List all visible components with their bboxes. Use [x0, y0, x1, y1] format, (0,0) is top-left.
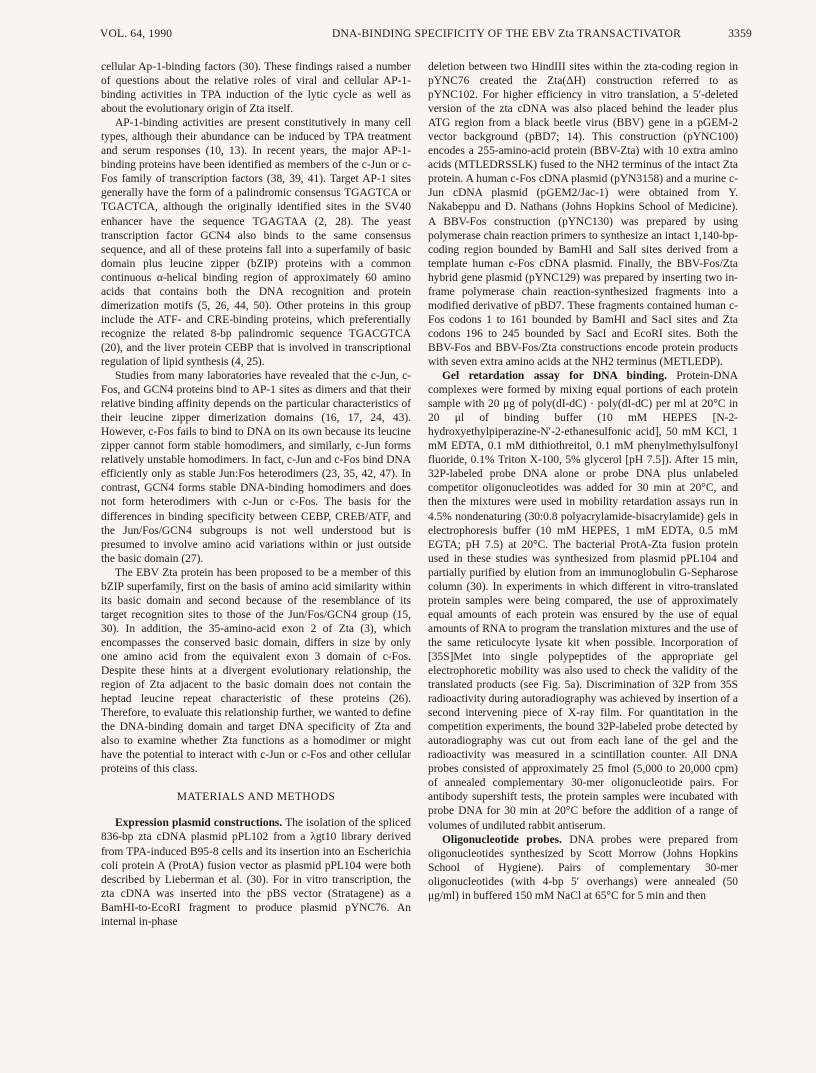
paragraph	[428, 369, 738, 833]
paragraph-text: DNA probes were prepared from oligonucleotides synthesized by Scott Morrow (Johns Hopkins School of Hygiene). Pairs of complementary 30-mer oligonucleotides (with 4-bp 5′ overhangs) were annealed (50 μg/ml) in buffered 150 mM NaCl at 65°C for 5 min and then	[428, 833, 738, 902]
subsection-heading: Oligonucleotide probes.	[442, 833, 562, 846]
paragraph	[101, 816, 411, 928]
paragraph-text: The isolation of the spliced 836-bp zta cDNA plasmid pPL102 from a λgt10 library derived from TPA-induced B95-8 cells and its insertion into an Escherichia coli protein A (ProtA) fusion vector as plasmid pPL104 were both described by Lieberman et al. (30). For in vitro transcription, the zta cDNA was inserted into the pBS vector (Stratagene) as a BamHI-to-EcoRI fragment to produce plasmid pYNC76. An internal in-phase	[101, 817, 411, 928]
paragraph	[428, 833, 738, 903]
paragraph: Studies from many laboratories have revealed that the c-Jun, c-Fos, and GCN4 proteins bind to AP-1 sites as dimers and that their relative binding affinity depends on the particular characteristics of their leucine zipper dimerization domains (16, 17, 24, 43). However, c-Fos fails to bind to DNA on its own because its leucine zipper cannot form stable homodimers, and similarly, c-Jun forms relatively unstable homodimers. In fact, c-Jun and c-Fos bind DNA efficiently only as stable Jun:Fos heterodimers (23, 35, 42, 47). In contrast, GCN4 forms stable DNA-binding homodimers and does not form heterodimers with c-Jun or c-Fos. The basis for the differences in binding specificity between CEBP, CREB/ATF, and the Jun/Fos/GCN4 subgroups is not well understood but is presumed to involve amino acid variations within or just outside the basic domain (27).	[101, 370, 411, 565]
paragraph: cellular Ap-1-binding factors (30). These findings raised a number of questions about the relative roles of viral and cellular AP-1-binding activities in TPA induction of the lytic cycle as well as about the evolutionary origin of Zta itself.	[101, 61, 411, 116]
page-number: 3359	[728, 28, 752, 40]
right-column	[428, 60, 738, 903]
subsection-heading: Gel retardation assay for DNA binding.	[442, 370, 667, 383]
section-heading: MATERIALS AND METHODS	[176, 791, 336, 804]
paragraph: deletion between two HindIII sites within the zta-coding region in pYNC76 created the Zta(ΔH) construction referred to as pYNC102. For higher efficiency in vitro translation, a 5′-deleted version of the zta cDNA was also placed behind the leader plus ATG region from a black beetle virus (BBV) gene in a pGEM-2 vector background (pBD7; 14). This construction (pYNC100) encodes a 255-amino-acid protein (BBV-Zta) with 10 extra amino acids (MTLEDRSSLK) fused to the NH2 terminus of the intact Zta protein. A human c-Fos cDNA plasmid (pYN3158) and a murine c-Jun cDNA plasmid (pGEM2/Jac-1) were obtained from Y. Nakabeppu and D. Nathans (Johns Hopkins School of Medicine). A BBV-Fos construction (pYNC130) was prepared by using polymerase chain reaction primers to synthesize an intact 1,140-bp-coding region bounded by BamHI and SalI sites derived from a template human c-Fos cDNA plasmid. Finally, the BBV-Fos/Zta hybrid gene plasmid (pYNC129) was prepared by inserting two in-frame polymerase chain reaction-synthesized fragments into a modified derivative of pBD7. These fragments contained human c-Fos codons 1 to 161 bounded by BamHI and SacI sites and Zta codons 196 to 245 bounded by SacI and EcoRI sites. Both the BBV-Fos and BBV-Fos/Zta constructions encode protein products with seven extra amino acids at the NH2 terminus (METLEDP).	[428, 61, 738, 368]
running-title: DNA-BINDING SPECIFICITY OF THE EBV Zta TRANSACTIVATOR	[332, 28, 682, 40]
paragraph-text: Protein-DNA complexes were formed by mixing equal portions of each protein sample with 20 μg of poly(dI-dC) · poly(dI-dC) per ml at 20°C in 20 μl of binding buffer (10 mM HEPES [N-2-hydroxyethylpiperazine-N′-2-ethanesulfonic acid], 50 mM KCl, 1 mM EDTA, 0.1 mM dithiothreitol, 0.1 mM phenylmethylsulfonyl fluoride, 0.1% Triton X-100, 5% glycerol [pH 7.5]). After 15 min, 32P-labeled probe DNA alone or probe DNA plus unlabeled competitor oligonucleotides was added for 30 min at 20°C, and then the mixtures were used in mobility retardation assays run in 4.5% nondenaturing (30:0.8 polyacrylamide-bisacrylamide) gels in electrophoresis buffer (10 mM HEPES, 1 mM EDTA, 0.5 mM EGTA; pH 7.5) at 20°C. The bacterial ProtA-Zta fusion protein used in these studies was synthesized from plasmid pPL104 and partially purified by elution from an immunoglobulin G-Sepharose column (30). In experiments in which different in vitro-translated protein samples were being compared, the use of approximately equal amounts of each protein was ensured by the use of equal amounts of RNA to program the translation mixtures and the use of the same reticulocyte lysate kit when possible. Incorporation of [35S]Met into single polypeptides of the appropriate gel electrophoretic mobility was also used to check the validity of the translated products (see Fig. 5a). Discrimination of 32P from 35S radioactivity during autoradiography was achieved by insertion of a second intervening piece of X-ray film. For quantitation in the competition experiments, the bound 32P-labeled probe detected by autoradiography was cut out from each lane of the gel and the radioactivity was measured in a scintillation counter. All DNA probes consisted of approximately 25 fmol (5,000 to 20,000 cpm) of annealed complementary 30-mer oligonucleotide pairs. For antibody supershift tests, the protein samples were incubated with probe DNA for 30 min at 20°C before the addition of a range of volumes of undiluted rabbit antiserum.	[428, 370, 738, 832]
subsection-heading: Expression plasmid constructions.	[115, 817, 283, 830]
volume-year: VOL. 64, 1990	[100, 28, 173, 40]
paragraph: AP-1-binding activities are present constitutively in many cell types, although their abundance can be induced by TPA treatment and serum responses (10, 13). In recent years, the major AP-1-binding proteins have been identified as members of the c-Jun or c-Fos family of transcription factors (38, 39, 41). Target AP-1 sites generally have the form of a palindromic consensus TGAGTCA or TGACTCA, although the originally identified sites in the SV40 enhancer have the sequence TGAGTAA (2, 28). The yeast transcription factor GCN4 also binds to the same consensus sequence, and all of these proteins fall into a superfamily of basic domain plus leucine zipper (bZIP) proteins with a common continuous α-helical binding region of approximately 60 amino acids that contains both the DNA recognition and protein dimerization motifs (5, 26, 44, 50). Other proteins in this group include the ATF- and CRE-binding proteins, which preferentially recognize the related 8-bp palindromic sequence TGACGTCA (20), and the liver protein CEBP that is involved in transcriptional regulation of lipid synthesis (4, 25).	[101, 117, 411, 368]
paragraph: The EBV Zta protein has been proposed to be a member of this bZIP superfamily, first on the basis of amino acid similarity within its basic domain and second because of the resemblance of its target recognition sites to those of the Jun/Fos/GCN4 group (15, 30). In addition, the 35-amino-acid exon 2 of Zta (3), which encompasses the conserved basic domain, differs in size by only one amino acid from the equivalent exon 3 domain of c-Fos. Despite these hints at a divergent evolutionary relationship, the region of Zta adjacent to the basic domain does not contain the heptad leucine repeat characteristic of these proteins (26). Therefore, to evaluate this relationship further, we wanted to define the DNA-binding domain and target DNA specificity of Zta and also to examine whether Zta functions as a homodimer or might have the potential to interact with c-Jun or c-Fos and other cellular proteins of this class.	[101, 566, 411, 776]
left-column	[101, 60, 411, 929]
